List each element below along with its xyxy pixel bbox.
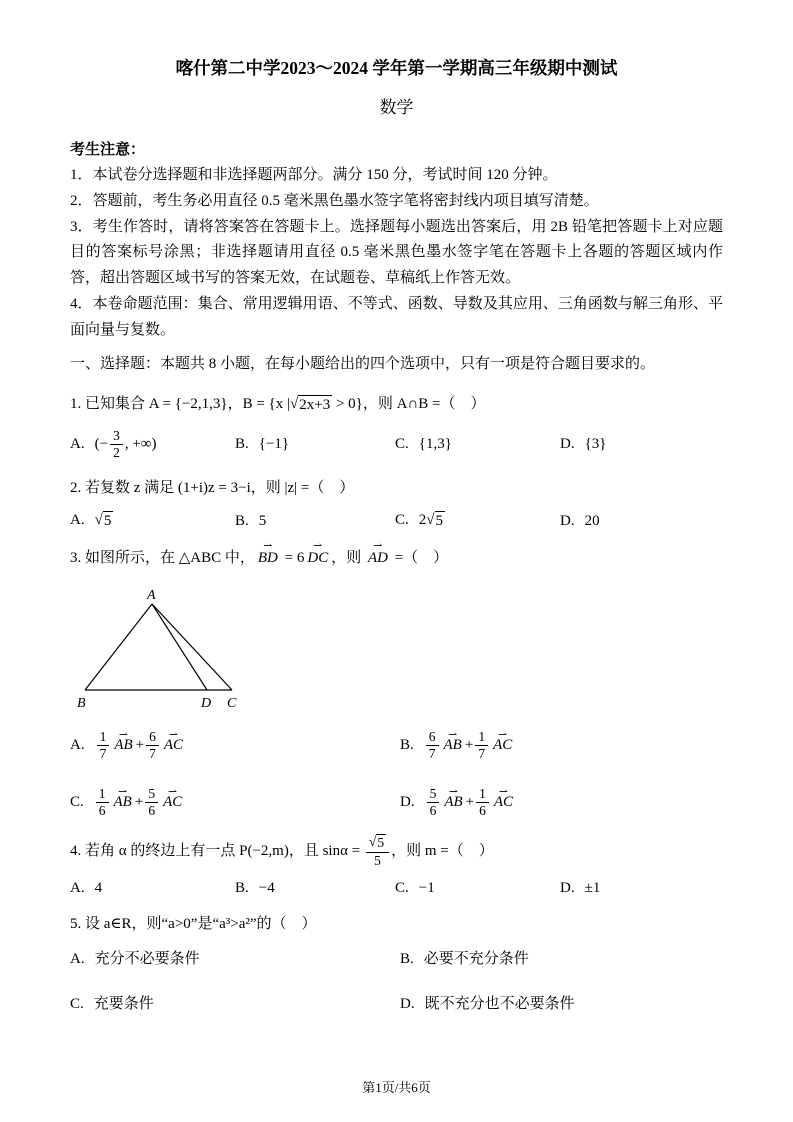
plus-sign: + bbox=[465, 794, 475, 811]
vector-dc: DC ⇀ bbox=[307, 546, 328, 572]
page-number: 第1页/共6页 bbox=[362, 1080, 431, 1095]
option-label: B. bbox=[400, 951, 414, 968]
sqrt-radical bbox=[95, 511, 114, 531]
section-1-heading: 一、选择题：本题共 8 小题，在每小题给出的四个选项中，只有一项是符合题目要求的。 bbox=[70, 355, 656, 372]
question-3-options bbox=[70, 729, 723, 820]
edge-ac bbox=[152, 604, 232, 690]
option-value: 20 bbox=[584, 512, 600, 529]
option-value: , +∞) bbox=[124, 435, 157, 452]
plus-sign: + bbox=[135, 736, 145, 753]
option-label: B. bbox=[235, 512, 249, 529]
question-4-option-d bbox=[560, 880, 723, 897]
question-5 bbox=[70, 912, 723, 1014]
question-2-options bbox=[70, 511, 723, 531]
option-value: {3} bbox=[584, 435, 607, 452]
option-label: C. bbox=[70, 996, 84, 1013]
option-label: A. bbox=[70, 512, 85, 529]
fraction-numerator: 3 bbox=[110, 428, 123, 445]
vector-ab: AB ⇀ bbox=[444, 737, 462, 754]
fraction bbox=[366, 834, 389, 869]
option-label: C. bbox=[395, 879, 409, 896]
option-label: B. bbox=[235, 879, 249, 896]
fraction-denominator: 7 bbox=[478, 745, 486, 761]
q3-math: = 6 bbox=[280, 550, 305, 567]
q3-text: 3. 如图所示，在 △ABC 中， bbox=[70, 550, 255, 567]
option-label: C. bbox=[395, 435, 409, 452]
fraction-numerator: 5 bbox=[427, 786, 440, 803]
edge-ab bbox=[85, 604, 152, 690]
vector-ac: AC ⇀ bbox=[493, 737, 512, 754]
option-label: D. bbox=[560, 435, 575, 452]
q3-text-mid: ，则 bbox=[331, 550, 365, 567]
fraction-numerator bbox=[366, 834, 389, 853]
fraction bbox=[475, 729, 488, 762]
option-label: B. bbox=[400, 736, 414, 753]
vector-ad: AD ⇀ bbox=[368, 546, 388, 572]
option-value: {1,3} bbox=[418, 435, 452, 452]
question-3 bbox=[70, 546, 723, 819]
fraction-numerator: 1 bbox=[96, 786, 109, 803]
vector-ab: AB ⇀ bbox=[444, 794, 462, 811]
exam-subject: 数学 bbox=[379, 97, 414, 117]
notice-item-3: 3．考生作答时，请将答案答在答题卡上。选择题每小题选出答案后，用 2B 铅笔把答题卡上对应题目的答案标号涂黑；非选择题请用直径 0.5 毫米黑色墨水签字笔在答题卡上各题的答题区域内作答，超出答题区域书写的答案无效，在试题卷、草稿纸上作答无效。 bbox=[70, 218, 723, 287]
question-3-option-c bbox=[70, 786, 400, 819]
q4-text-tail: ，则 m =（ ） bbox=[391, 843, 494, 860]
question-1-option-a bbox=[70, 428, 235, 461]
fraction-denominator: 2 bbox=[113, 444, 120, 460]
question-5-stem: 5. 设 a∈R，则“a>0”是“a³>a²”的（ ） bbox=[70, 915, 317, 932]
vertex-label-c: C bbox=[227, 695, 237, 711]
question-1-option-c bbox=[395, 436, 560, 453]
question-3-option-d bbox=[400, 786, 723, 819]
question-2-stem: 2. 若复数 z 满足 (1+i)z = 3−i，则 |z| =（ ） bbox=[70, 479, 355, 496]
option-label: D. bbox=[400, 794, 415, 811]
option-label: C. bbox=[70, 794, 84, 811]
question-4-option-c bbox=[395, 880, 560, 897]
option-label: A. bbox=[70, 879, 85, 896]
sqrt-radical bbox=[369, 834, 386, 852]
radicand: √ 2x+3 bbox=[299, 397, 331, 414]
vertex-label-d: D bbox=[201, 695, 212, 711]
option-label: D. bbox=[400, 996, 415, 1013]
triangle-figure bbox=[76, 588, 723, 719]
notice-section bbox=[70, 138, 723, 344]
fraction-denominator: 7 bbox=[428, 745, 436, 761]
option-value: 2 bbox=[418, 512, 427, 529]
fraction-denominator: 6 bbox=[429, 803, 437, 819]
fraction-numerator: 1 bbox=[476, 786, 489, 803]
q4-text: 4. 若角 α 的终边上有一点 P(−2,m)，且 sinα = bbox=[70, 843, 364, 860]
option-value: 既不充分也不必要条件 bbox=[424, 996, 575, 1013]
fraction-denominator: 7 bbox=[149, 745, 156, 761]
notice-heading: 考生注意： bbox=[70, 141, 146, 158]
q3-math-tail: =（ ） bbox=[390, 550, 449, 567]
vector-ab: AB ⇀ bbox=[114, 737, 132, 754]
q1-math: A = {−2,1,3}，B = {x | bbox=[148, 396, 291, 413]
option-label: A. bbox=[70, 951, 85, 968]
question-1-option-b bbox=[235, 436, 395, 453]
option-value: (− bbox=[94, 435, 109, 452]
option-value: 4 bbox=[94, 879, 103, 896]
fraction bbox=[96, 786, 109, 819]
question-4-options bbox=[70, 880, 723, 897]
question-3-stem bbox=[70, 546, 723, 572]
option-label: C. bbox=[395, 512, 409, 529]
fraction bbox=[426, 729, 439, 762]
option-label: D. bbox=[560, 512, 575, 529]
fraction-denominator: 7 bbox=[99, 745, 107, 761]
exam-title: 喀什第二中学2023～2024 学年第一学期高三年级期中测试 bbox=[175, 58, 618, 78]
radicand: √ 5 bbox=[435, 513, 443, 530]
question-4-option-a bbox=[70, 880, 235, 897]
option-label: A. bbox=[70, 435, 85, 452]
option-value: −1 bbox=[418, 879, 435, 896]
fraction bbox=[97, 729, 110, 762]
question-3-option-a bbox=[70, 729, 400, 762]
q1-text: 1. 已知集合 bbox=[70, 396, 149, 413]
vertex-label-a: A bbox=[147, 587, 156, 603]
fraction bbox=[427, 786, 440, 819]
fraction bbox=[146, 729, 159, 762]
question-4 bbox=[70, 834, 723, 896]
question-5-option-b bbox=[400, 947, 723, 968]
fraction bbox=[476, 786, 489, 819]
option-value: {−1} bbox=[258, 435, 290, 452]
option-value: 充分不必要条件 bbox=[94, 951, 200, 968]
fraction-denominator: 6 bbox=[479, 803, 486, 819]
fraction-denominator: 6 bbox=[148, 803, 156, 819]
question-3-option-b bbox=[400, 729, 723, 762]
sqrt-radical bbox=[290, 395, 332, 415]
fraction-denominator: 5 bbox=[374, 853, 381, 869]
question-2-option-b bbox=[235, 513, 395, 530]
fraction-numerator: 1 bbox=[475, 729, 488, 746]
question-1 bbox=[70, 392, 723, 461]
question-5-option-d bbox=[400, 992, 723, 1013]
option-label: A. bbox=[70, 736, 85, 753]
question-5-options bbox=[70, 947, 723, 1013]
question-2 bbox=[70, 476, 723, 531]
question-1-stem bbox=[70, 392, 723, 418]
vertex-label-b: B bbox=[77, 695, 86, 711]
plus-sign: + bbox=[464, 736, 474, 753]
sqrt-radical bbox=[426, 511, 445, 531]
vector-ab: AB ⇀ bbox=[114, 794, 132, 811]
option-value: 5 bbox=[258, 512, 267, 529]
fraction-numerator: 5 bbox=[145, 786, 158, 803]
question-4-stem bbox=[70, 834, 723, 869]
option-value: 必要不充分条件 bbox=[423, 951, 529, 968]
question-2-option-a bbox=[70, 511, 235, 531]
cevian-ad bbox=[152, 604, 207, 690]
question-1-options bbox=[70, 428, 723, 461]
option-value: −4 bbox=[258, 879, 275, 896]
radicand: √ 5 bbox=[377, 835, 385, 851]
fraction-numerator: 1 bbox=[97, 729, 110, 746]
plus-sign: + bbox=[134, 794, 144, 811]
triangle-svg bbox=[76, 588, 248, 714]
fraction-denominator: 6 bbox=[98, 803, 106, 819]
q1-math-tail: > 0}，则 A∩B =（ ） bbox=[332, 396, 486, 413]
vector-ac: AC ⇀ bbox=[494, 794, 513, 811]
option-label: D. bbox=[560, 879, 575, 896]
question-5-option-c bbox=[70, 992, 400, 1013]
question-2-option-d bbox=[560, 513, 723, 530]
fraction-numerator: 6 bbox=[426, 729, 439, 746]
fraction-numerator: 6 bbox=[146, 729, 159, 746]
vector-ac: AC ⇀ bbox=[163, 794, 182, 811]
option-label: B. bbox=[235, 435, 249, 452]
notice-item-2: 2．答题前，考生务必用直径 0.5 毫米黑色墨水签字笔将密封线内项目填写清楚。 bbox=[70, 192, 599, 209]
question-2-option-c bbox=[395, 511, 560, 531]
radicand: √ 5 bbox=[103, 513, 112, 530]
question-5-option-a bbox=[70, 947, 400, 968]
fraction bbox=[110, 428, 123, 461]
fraction bbox=[145, 786, 158, 819]
option-value: 充要条件 bbox=[93, 996, 154, 1013]
vector-bd: BD ⇀ bbox=[258, 546, 278, 572]
question-1-option-d bbox=[560, 436, 723, 453]
question-4-option-b bbox=[235, 880, 395, 897]
notice-item-4: 4．本卷命题范围：集合、常用逻辑用语、不等式、函数、导数及其应用、三角函数与解三角形、平面向量与复数。 bbox=[70, 295, 723, 338]
vector-ac: AC ⇀ bbox=[164, 737, 183, 754]
option-value: ±1 bbox=[584, 879, 601, 896]
notice-item-1: 1．本试卷分选择题和非选择题两部分。满分 150 分，考试时间 120 分钟。 bbox=[70, 167, 558, 183]
